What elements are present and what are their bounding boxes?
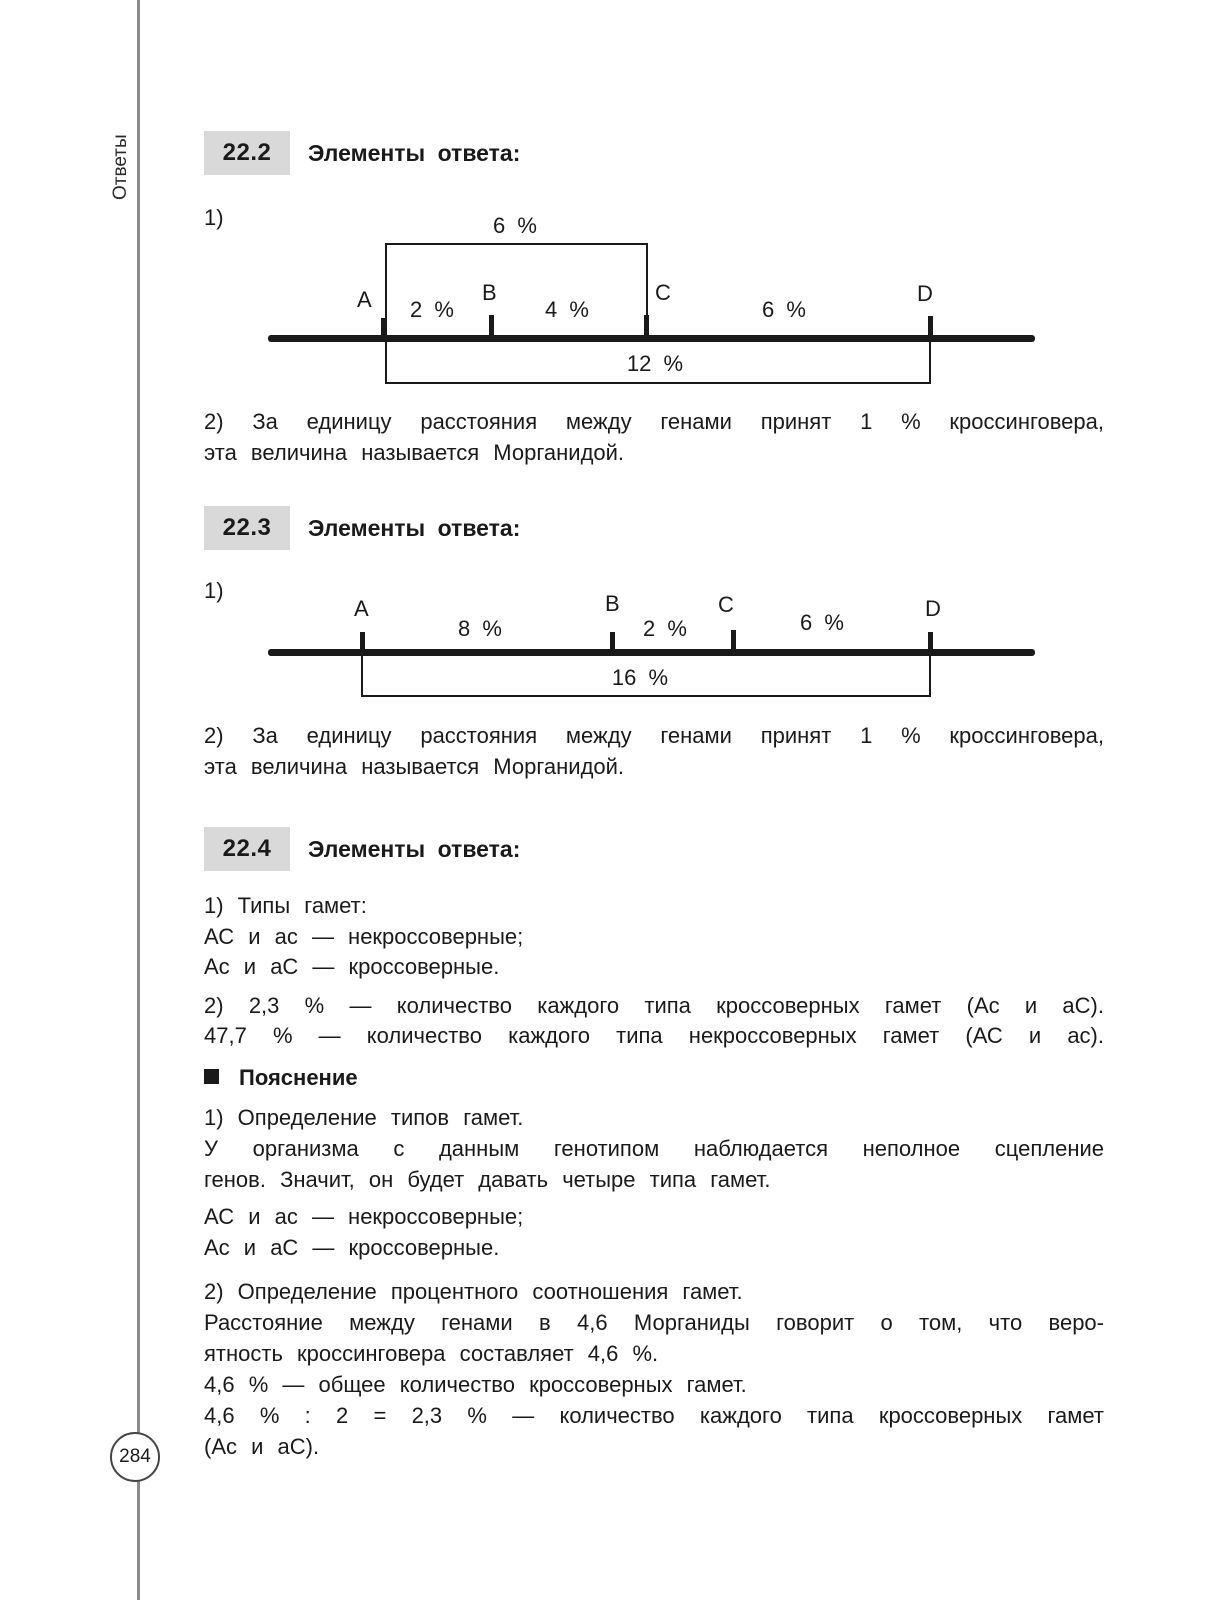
margin-rule	[137, 0, 140, 1600]
running-head: Ответы	[110, 134, 131, 200]
explanation-line: 2) Определение процентного соотношения гамет.	[204, 1279, 743, 1304]
section-title: Элементы ответа:	[308, 836, 521, 862]
paragraph-line: 2) За единицу расстояния между генами принят 1 % кроссинговера,	[204, 723, 1104, 748]
explanation-line: У организма с данным генотипом наблюдается неполное сцепление	[204, 1136, 1104, 1161]
locus-label-a: A	[357, 287, 372, 312]
explanation-line: 4,6 % — общее количество кроссоверных гамет.	[204, 1372, 747, 1397]
paragraph-line: эта величина называется Морганидой.	[204, 754, 625, 779]
locus-tick-a	[381, 318, 386, 335]
bracket-right-ad	[929, 655, 931, 697]
paragraph-line: эта величина называется Морганидой.	[204, 440, 625, 465]
chromosome-line	[268, 649, 1035, 656]
bracket-top-ac	[385, 243, 647, 245]
locus-tick-c	[731, 630, 736, 649]
locus-tick-d	[928, 632, 933, 649]
locus-label-c: C	[655, 280, 671, 305]
explanation-line: Ас и аС — кроссоверные.	[204, 1235, 500, 1260]
locus-label-c: C	[718, 592, 734, 617]
explanation-line: 4,6 % : 2 = 2,3 % — количество каждого типа кроссоверных гамет	[204, 1403, 1104, 1428]
bracket-bottom-ad	[361, 695, 931, 697]
bracket-left-ad	[385, 340, 387, 383]
locus-label-a: A	[354, 596, 369, 621]
locus-label-d: D	[925, 596, 941, 621]
answer-line: 2) 2,3 % — количество каждого типа кроссоверных гамет (Ас и аС).	[204, 993, 1104, 1018]
span-label-ad: 12 %	[626, 351, 684, 376]
section-number: 22.3	[204, 506, 290, 550]
locus-tick-c	[644, 315, 649, 335]
distance-label-bc: 4 %	[545, 297, 589, 322]
bracket-right-ad	[929, 340, 931, 384]
distance-label-cd: 6 %	[762, 297, 806, 322]
answer-line: Ас и аС — кроссоверные.	[204, 954, 500, 979]
page-number: 284	[110, 1432, 160, 1482]
item-number: 1)	[204, 205, 224, 230]
explanation-heading	[204, 1062, 1104, 1093]
item-number: 1)	[204, 578, 224, 603]
explanation-line: 1) Определение типов гамет.	[204, 1105, 524, 1130]
answer-line: 1) Типы гамет:	[204, 893, 367, 918]
span-label-ac: 6 %	[493, 213, 537, 238]
section-number: 22.2	[204, 131, 290, 175]
chromosome-line	[268, 335, 1035, 342]
answer-line: АС и ас — некроссоверные;	[204, 924, 524, 949]
section-title: Элементы ответа:	[308, 515, 521, 541]
locus-tick-b	[610, 632, 615, 649]
explanation-line: ятность кроссинговера составляет 4,6 %.	[204, 1341, 659, 1366]
locus-label-b: B	[482, 280, 497, 305]
bracket-bottom-ad	[385, 382, 930, 384]
explanation-title: Пояснение	[239, 1065, 358, 1090]
locus-tick-a	[360, 632, 365, 649]
explanation-line: Расстояние между генами в 4,6 Морганиды говорит о том, что веро-	[204, 1310, 1104, 1335]
locus-tick-d	[928, 316, 933, 335]
explanation-line: генов. Значит, он будет давать четыре типа гамет.	[204, 1167, 771, 1192]
distance-label-bc: 2 %	[643, 616, 687, 641]
locus-label-b: B	[605, 591, 620, 616]
explanation-line: АС и ас — некроссоверные;	[204, 1204, 524, 1229]
answer-line: 47,7 % — количество каждого типа некроссоверных гамет (АС и ас).	[204, 1023, 1104, 1048]
bracket-left-ad	[361, 655, 363, 697]
span-label-ad: 16 %	[611, 665, 669, 690]
explanation-line: (Ас и аС).	[204, 1434, 320, 1459]
locus-tick-b	[489, 315, 494, 335]
distance-label-ab: 8 %	[458, 616, 502, 641]
distance-label-cd: 6 %	[800, 610, 844, 635]
locus-label-d: D	[917, 281, 933, 306]
distance-label-ab: 2 %	[410, 297, 454, 322]
section-number: 22.4	[204, 827, 290, 871]
square-bullet-icon	[204, 1069, 219, 1084]
section-title: Элементы ответа:	[308, 140, 521, 166]
paragraph-line: 2) За единицу расстояния между генами принят 1 % кроссинговера,	[204, 409, 1104, 434]
